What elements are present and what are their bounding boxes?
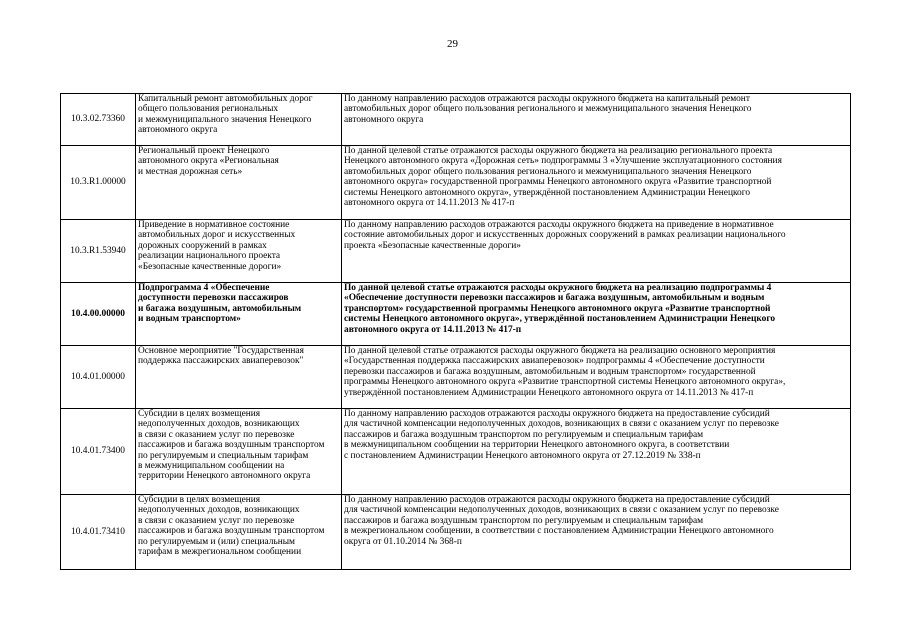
page-number: 29 xyxy=(447,38,458,50)
target-article-name xyxy=(136,220,342,283)
budget-classification-table xyxy=(60,93,851,570)
target-article-description-text: По данной целевой статье отражаются расходы окружного бюджета на реализацию подпрограммы 4 «Обеспечение доступности перевозки пассажиров и багажа воздушным, автомобильным и водным транспортом» государственной программы Ненецкого автономного округа «Развитие транспортной системы Ненецкого автономного округа», утверждённой постановлением Администрации Ненецкого автономного округа от 14.11.2013 № 417-п xyxy=(344,283,776,335)
target-article-code: 10.4.01.00000 xyxy=(61,346,136,409)
target-article-name xyxy=(136,346,342,409)
target-article-name-text: Субсидии в целях возмещения недополученных доходов, возникающих в связи с оказанием услуг по перевозке пассажиров и багажа воздушным транспортом по регулируемым и специальным тарифам в межмуниципальном сообщении на территории Ненецкого автономного округа xyxy=(138,409,325,482)
target-article-name xyxy=(136,94,342,146)
target-article-description-text: По данному направлению расходов отражаются расходы окружного бюджета на капитальный ремонт автомобильных дорог общего пользования регионального и межмуниципального значения Ненецкого автономного округа xyxy=(344,94,752,125)
table-row xyxy=(61,220,851,283)
target-article-code: 10.4.01.73400 xyxy=(61,409,136,495)
table-row xyxy=(61,409,851,495)
target-article-code: 10.4.01.73410 xyxy=(61,495,136,570)
target-article-code: 10.3.R1.53940 xyxy=(61,220,136,283)
target-article-description-text: По данному направлению расходов отражаются расходы окружного бюджета на приведение в нормативное состояние автомобильных дорог и искусственных дорожных сооружений в рамках реализации национального проекта «Безопасные качественные дороги» xyxy=(344,220,786,251)
target-article-code: 10.3.02.73360 xyxy=(61,94,136,146)
target-article-name-text: Основное мероприятие "Государственная поддержка пассажирских авиаперевозок" xyxy=(138,346,304,367)
target-article-description xyxy=(342,220,851,283)
target-article-description xyxy=(342,346,851,409)
table-row xyxy=(61,146,851,220)
target-article-description xyxy=(342,283,851,346)
table-row xyxy=(61,495,851,570)
target-article-name-text: Капитальный ремонт автомобильных дорог общего пользования региональных и межмуниципального значения Ненецкого автономного округа xyxy=(138,94,313,136)
target-article-name xyxy=(136,495,342,570)
target-article-code: 10.4.00.00000 xyxy=(61,283,136,346)
target-article-description xyxy=(342,495,851,570)
target-article-description-text: По данной целевой статье отражаются расходы окружного бюджета на реализацию регионального проекта Ненецкого автономного округа «Дорожная сеть» подпрограммы 3 «Улучшение эксплуатационного состояния автомобильных дорог общего пользования регионального и межмуниципального значения Ненецкого автономного округа» государственной программы Ненецкого автономного округа «Развитие транспортной системы Ненецкого автономного округа», утверждённой постановлением Администрации Ненецкого автономного округа от 14.11.2013 № 417-п xyxy=(344,146,782,209)
target-article-description xyxy=(342,146,851,220)
target-article-name xyxy=(136,146,342,220)
target-article-name-text: Субсидии в целях возмещения недополученных доходов, возникающих в связи с оказанием услуг по перевозке пассажиров и багажа воздушным транспортом по регулируемым и (или) специальным тарифам в межрегиональном сообщении xyxy=(138,495,325,558)
target-article-description-text: По данному направлению расходов отражаются расходы окружного бюджета на предоставление субсидий для частичной компенсации недополученных доходов, возникающих в связи с оказанием услуг по перевозке пассажиров и багажа воздушным транспортом по регулируемым и специальным тарифам в межрегиональном сообщении, в соответствии с постановлением Администрации Ненецкого автономного округа от 01.10.2014 № 368-п xyxy=(344,495,779,547)
target-article-name xyxy=(136,283,342,346)
target-article-description xyxy=(342,409,851,495)
table-row xyxy=(61,283,851,346)
target-article-name-text: Подпрограмма 4 «Обеспечение доступности перевозки пассажиров и багажа воздушным, автомобильным и водным транспортом» xyxy=(138,283,302,325)
table-row xyxy=(61,94,851,146)
target-article-description-text: По данному направлению расходов отражаются расходы окружного бюджета на предоставление субсидий для частичной компенсации недополученных доходов, возникающих в связи с оказанием услуг по перевозке пассажиров и багажа воздушным транспортом по регулируемым и специальным тарифам в межмуниципальном сообщении на территории Ненецкого автономного округа, в соответствии с постановлением Администрации Ненецкого автономного округа от 27.12.2019 № 338-п xyxy=(344,409,779,461)
target-article-name-text: Региональный проект Ненецкого автономного округа «Региональная и местная дорожная сеть» xyxy=(138,146,279,177)
target-article-description-text: По данной целевой статье отражаются расходы окружного бюджета на реализацию основного мероприятия «Государственная поддержка пассажирских авиаперевозок» подпрограммы 4 «Обеспечение доступности перевозки пассажиров и багажа воздушным, автомобильным и водным транспортом» государственной программы Ненецкого автономного округа «Развитие транспортной системы Ненецкого автономного округа», утверждённой постановлением Администрации Ненецкого автономного округа от 14.11.2013 № 417-п xyxy=(344,346,786,398)
target-article-name-text: Приведение в нормативное состояние автомобильных дорог и искусственных дорожных сооружений в рамках реализации национального проекта «Безопасные качественные дороги» xyxy=(138,220,296,272)
target-article-code: 10.3.R1.00000 xyxy=(61,146,136,220)
target-article-name xyxy=(136,409,342,495)
target-article-description xyxy=(342,94,851,146)
table-row xyxy=(61,346,851,409)
